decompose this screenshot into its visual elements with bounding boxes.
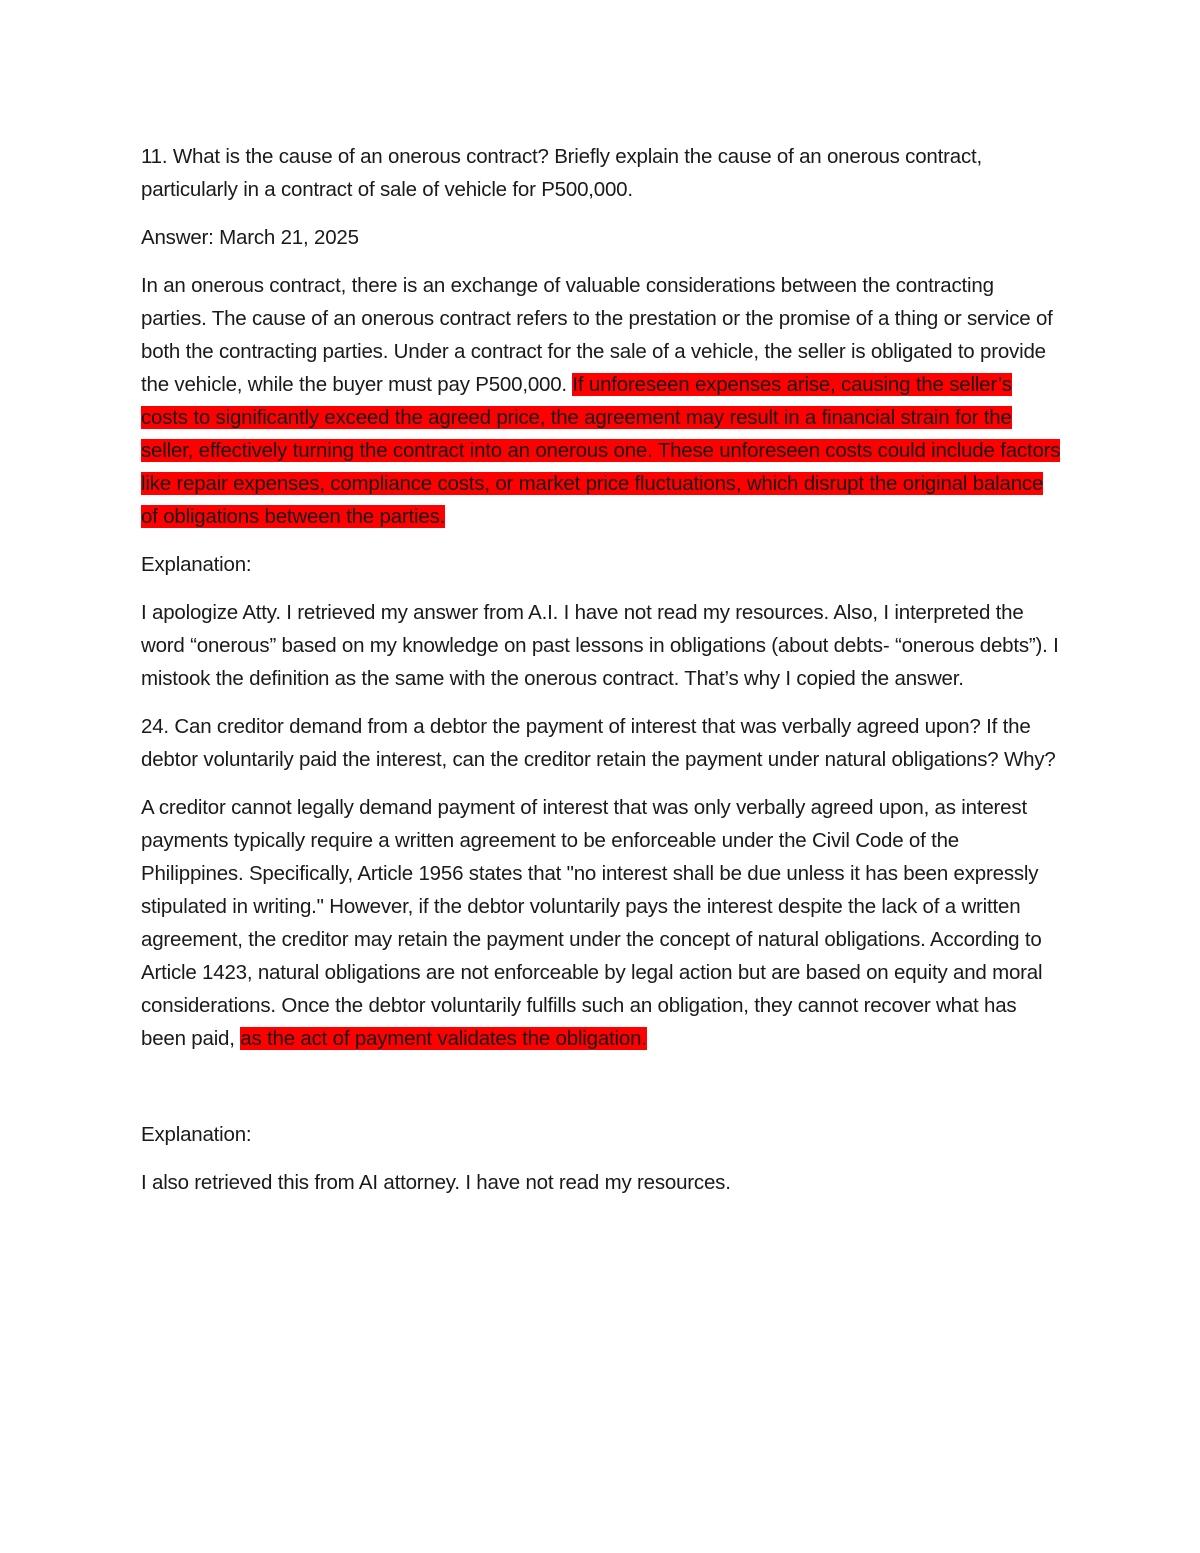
q11-answer-paragraph: [141, 269, 1061, 533]
q24-question: 24. Can creditor demand from a debtor the payment of interest that was verbally agreed upon? If the debtor voluntarily paid the interest, can the creditor retain the payment under natural obligations? Why?: [141, 715, 1056, 771]
q24-explanation-text: I also retrieved this from AI attorney. I have not read my resources.: [141, 1171, 731, 1194]
q11-question: 11. What is the cause of an onerous contract? Briefly explain the cause of an onerous contract, particularly in a contract of sale of vehicle for P500,000.: [141, 145, 982, 201]
q11-answer-highlight: If unforeseen expenses arise, causing the seller’s costs to significantly exceed the agreed price, the agreement may result in a financial strain for the seller, effectively turning the contract into an onerous one. These unforeseen costs could include factors like repair expenses, compliance costs, or market price fluctuations, which disrupt the original balance of obligations between the parties.: [141, 373, 1061, 528]
q11-answer-text: In an onerous contract, there is an exchange of valuable considerations between the contracting parties. The cause of an onerous contract refers to the prestation or the promise of a thing or service of both the contracting parties. Under a contract for the sale of a vehicle, the seller is obligated to provide the vehicle, while the buyer must pay P500,000.: [141, 274, 1053, 396]
q11-explanation-text: I apologize Atty. I retrieved my answer from A.I. I have not read my resources. Also, I interpreted the word “onerous” based on my knowledge on past lessons in obligations (about debts- “onerous debts”). I mistook the definition as the same with the onerous contract. That’s why I copied the answer.: [141, 601, 1059, 690]
q24-answer-highlight: as the act of payment validates the obligation.: [240, 1027, 647, 1050]
document-page: [141, 140, 1061, 1214]
spacer: [141, 1070, 1061, 1118]
q24-answer-text: A creditor cannot legally demand payment of interest that was only verbally agreed upon, as interest payments typically require a written agreement to be enforceable under the Civil Code of the Philippines. Specifically, Article 1956 states that "no interest shall be due unless it has been expressly stipulated in writing." However, if the debtor voluntarily pays the interest despite the lack of a written agreement, the creditor may retain the payment under the concept of natural obligations. According to Article 1423, natural obligations are not enforceable by legal action but are based on equity and moral considerations. Once the debtor voluntarily fulfills such an obligation, they cannot recover what has been paid,: [141, 796, 1043, 1050]
q11-explanation-label: Explanation:: [141, 553, 252, 576]
q24-explanation-label: Explanation:: [141, 1123, 252, 1146]
q24-answer-paragraph: [141, 791, 1061, 1055]
q11-answer-label: Answer: March 21, 2025: [141, 226, 359, 249]
